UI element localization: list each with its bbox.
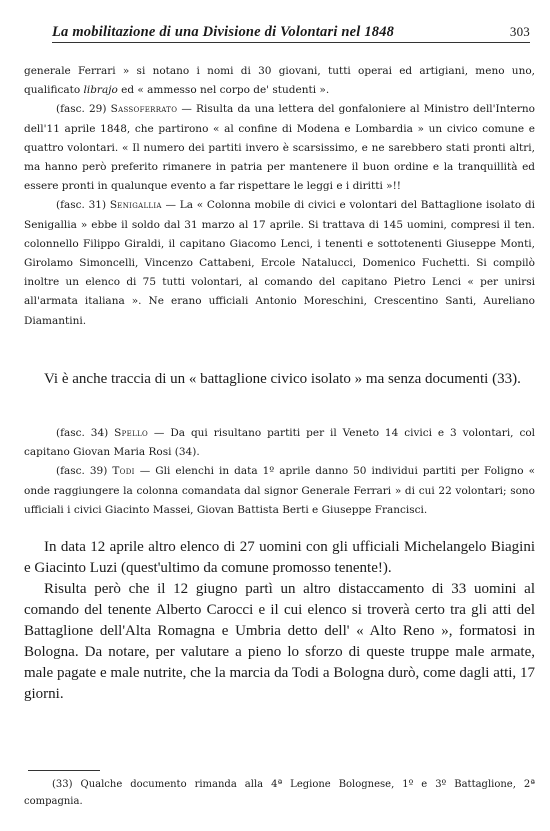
small-text-block-2 (24, 424, 535, 520)
footnote-rule (28, 770, 100, 771)
paragraph-ferrari-list: generale Ferrari » si notano i nomi di 30 giovani, tutti operai ed artigiani, meno uno, qualificato librajo ed « ammesso nel corpo de' studenti ». (24, 65, 535, 97)
paragraph-12-aprile: In data 12 aprile altro elenco di 27 uomini con gli ufficiali Michelangelo Biagini e Giacinto Luzi (quest'ultimo da comune promosso tenente!). (24, 539, 535, 576)
paragraph-senigallia: (fasc. 31) Senigallia — La « Colonna mobile di civici e volontari del Battaglione isolato di Senigallia » ebbe il soldo dal 31 marzo al 17 aprile. Si trattava di 145 uomini, compresi il ten. colonnello Filippo Giraldi, il capitano Giacomo Lenci, i tenenti e sottotenenti Giuseppe Monti, Girolamo Simoncelli, Vincenzo Cattabeni, Ercole Natalucci, Domenico Fuchetti. Si compilò inoltre un elenco di 75 tutti volontari, al comando del capitano Pietro Lenci « per unirsi all'armata italiana ». Ne erano ufficiali Antonio Moreschini, Crescentino Santi, Aureliano Diamantini. (24, 199, 536, 327)
footnote-33: (33) Qualche documento rimanda alla 4ª Legione Bolognese, 1º e 3º Battaglione, 2ª compagnia. (24, 779, 535, 807)
paragraph-12-giugno: Risulta però che il 12 giugno partì un altro distaccamento di 33 uomini al comando del tenente Alberto Carocci e il cui elenco si troverà certo tra gli atti del Battaglione dell'Alta Romagna e Umbria detto dell' « Alto Reno », formatosi in Bologna. Da notare, per valutare a pieno lo sforzo di queste truppe male armate, male pagate e male nutrite, che la marcia da Todi a Bologna durò, come dagli atti, 17 giorni. (24, 581, 535, 702)
large-text-block-2 (24, 537, 535, 705)
running-head (52, 24, 530, 43)
paragraph-battaglione-civico: Vi è anche traccia di un « battaglione civico isolato » ma senza documenti (33). (44, 371, 521, 387)
footnote (24, 776, 535, 810)
running-title: La mobilitazione di una Divisione di Volontari nel 1848 (52, 24, 395, 40)
page-number: 303 (509, 24, 530, 39)
paragraph-sassoferrato: (fasc. 29) Sassoferrato — Risulta da una lettera del gonfaloniere al Ministro dell'Interno dell'11 aprile 1848, che partirono « al confine di Modena e Lombardia » un civico comune e quattro volontari. « Il numero dei partiti invero è scarsissimo, e ne sarebbero stati pronti altri, ma hanno però preferito rimanere in patria per mantenere il buon ordine e la tranquillità ed essere pronti in qualunque evento a far rispettare le leggi e i diritti »!! (24, 103, 535, 193)
paragraph-todi: (fasc. 39) Todi — Gli elenchi in data 1º aprile danno 50 individui partiti per Foligno « onde raggiungere la colonna comandata dal signor Generale Ferrari » di cui 22 volontari; sono ufficiali i civici Giacinto Massei, Giovan Battista Berti e Giuseppe Francisci. (24, 465, 536, 516)
paragraph-spello: (fasc. 34) Spello — Da qui risultano partiti per il Veneto 14 civici e 3 volontari, col capitano Giovan Maria Rosi (34). (24, 427, 535, 459)
small-text-block-1 (24, 62, 535, 331)
large-text-block-1 (24, 369, 535, 390)
